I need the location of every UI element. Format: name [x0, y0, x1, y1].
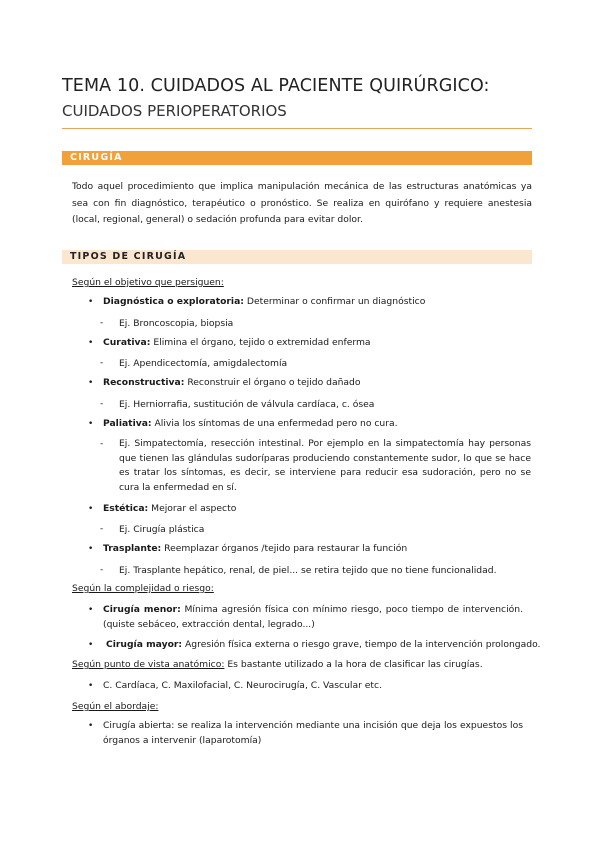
bullet-icon: • — [88, 297, 94, 307]
item-term: Paliativa: — [103, 418, 152, 429]
cirugia-paragraph: Todo aquel procedimiento que implica manipulación mecánica de las estructuras anatómicas ya sea con fin diagnóstico, terapéutico o pronóstico. Se realiza en quirófano y requiere anestesia (local, regional, general) o sedación profunda para evitar dolor. — [72, 181, 532, 225]
bullet-icon: • — [88, 681, 94, 691]
item-example: Ej. Cirugía plástica — [119, 524, 205, 535]
list-item — [103, 376, 361, 390]
subsection-label-objetivo: Según el objetivo que persiguen: — [72, 277, 224, 288]
item-term: Cirugía menor: — [103, 604, 181, 615]
subsection-note: Es bastante utilizado a la hora de clasificar las cirugías. — [227, 659, 483, 670]
item-desc: Reemplazar órganos /tejido para restaurar la función — [164, 543, 408, 554]
item-term: Reconstructiva: — [103, 377, 185, 388]
item-term: Cirugía mayor: — [106, 639, 183, 650]
item-desc: Alivia los síntomas de una enfermedad pero no cura. — [154, 418, 398, 429]
subsection-label-riesgo: Según la complejidad o riesgo: — [72, 583, 214, 594]
list-item — [106, 638, 540, 652]
list-item: Cirugía abierta: se realiza la intervención mediante una incisión que deja los expuestos los órganos a intervenir (laparotomía) — [103, 720, 523, 746]
item-example: Ej. Trasplante hepático, renal, de piel... se retira tejido que no tiene funcionalidad. — [119, 565, 497, 576]
section-heading-label: TIPOS DE CIRUGÍA — [70, 251, 187, 262]
subsection-anatomico — [72, 658, 483, 672]
dash-icon: - — [100, 565, 104, 575]
dash-icon: - — [100, 358, 104, 368]
bullet-icon: • — [88, 544, 94, 554]
item-term: Curativa: — [103, 337, 151, 348]
item-desc: Mejorar el aspecto — [151, 503, 237, 514]
item-example: Ej. Broncoscopia, biopsia — [119, 318, 234, 329]
item-term: Diagnóstica o exploratoria: — [103, 296, 244, 307]
bullet-icon: • — [88, 640, 94, 650]
dash-icon: - — [100, 439, 104, 449]
item-term: Estética: — [103, 503, 149, 514]
page-subtitle: CUIDADOS PERIOPERATORIOS — [62, 102, 287, 120]
title-divider — [62, 128, 532, 129]
list-item — [103, 542, 407, 556]
dash-icon: - — [100, 524, 104, 534]
list-item: C. Cardíaca, C. Maxilofacial, C. Neurocirugía, C. Vascular etc. — [103, 680, 383, 691]
item-example: Ej. Apendicectomía, amigdalectomía — [119, 358, 288, 369]
list-item — [103, 417, 398, 431]
subsection-label-anatomico: Según punto de vista anatómico: — [72, 659, 225, 670]
item-desc: Reconstruir el órgano o tejido dañado — [187, 377, 361, 388]
item-desc: Determinar o confirmar un diagnóstico — [246, 296, 426, 307]
subsection-label-abordaje: Según el abordaje: — [72, 701, 159, 712]
section-heading-label: CIRUGÍA — [70, 152, 123, 163]
item-example: Ej. Simpatectomía, resección intestinal. Por ejemplo en la simpatectomía hay personas que tienen las glándulas sudoríparas produciendo constantemente sudor, lo que se hace es tratar los síntomas, es decir, se interviene para reducir esa sudoración, pero no se cura la enfermedad en sí. — [119, 438, 531, 493]
list-item — [103, 336, 371, 350]
item-desc: Mínima agresión física con mínimo riesgo, poco tiempo de intervención. (quiste sebáceo, extracción dental, legrado...) — [103, 604, 523, 630]
bullet-icon: • — [88, 605, 94, 615]
bullet-icon: • — [88, 419, 94, 429]
list-item — [103, 603, 523, 632]
section-heading-cirugia — [62, 151, 532, 165]
bullet-icon: • — [88, 504, 94, 514]
list-item — [103, 502, 236, 516]
item-desc: Elimina el órgano, tejido o extremidad enferma — [153, 337, 371, 348]
item-term: Trasplante: — [103, 543, 162, 554]
list-item — [103, 295, 425, 309]
item-example: Ej. Herniorrafia, sustitución de válvula cardíaca, c. ósea — [119, 399, 375, 410]
bullet-icon: • — [88, 378, 94, 388]
page-title: TEMA 10. CUIDADOS AL PACIENTE QUIRÚRGICO: — [62, 76, 490, 96]
bullet-icon: • — [88, 721, 94, 731]
dash-icon: - — [100, 399, 104, 409]
dash-icon: - — [100, 318, 104, 328]
section-heading-tipos — [62, 250, 532, 264]
item-desc: Agresión física externa o riesgo grave, tiempo de la intervención prolongado. — [185, 639, 541, 650]
bullet-icon: • — [88, 338, 94, 348]
